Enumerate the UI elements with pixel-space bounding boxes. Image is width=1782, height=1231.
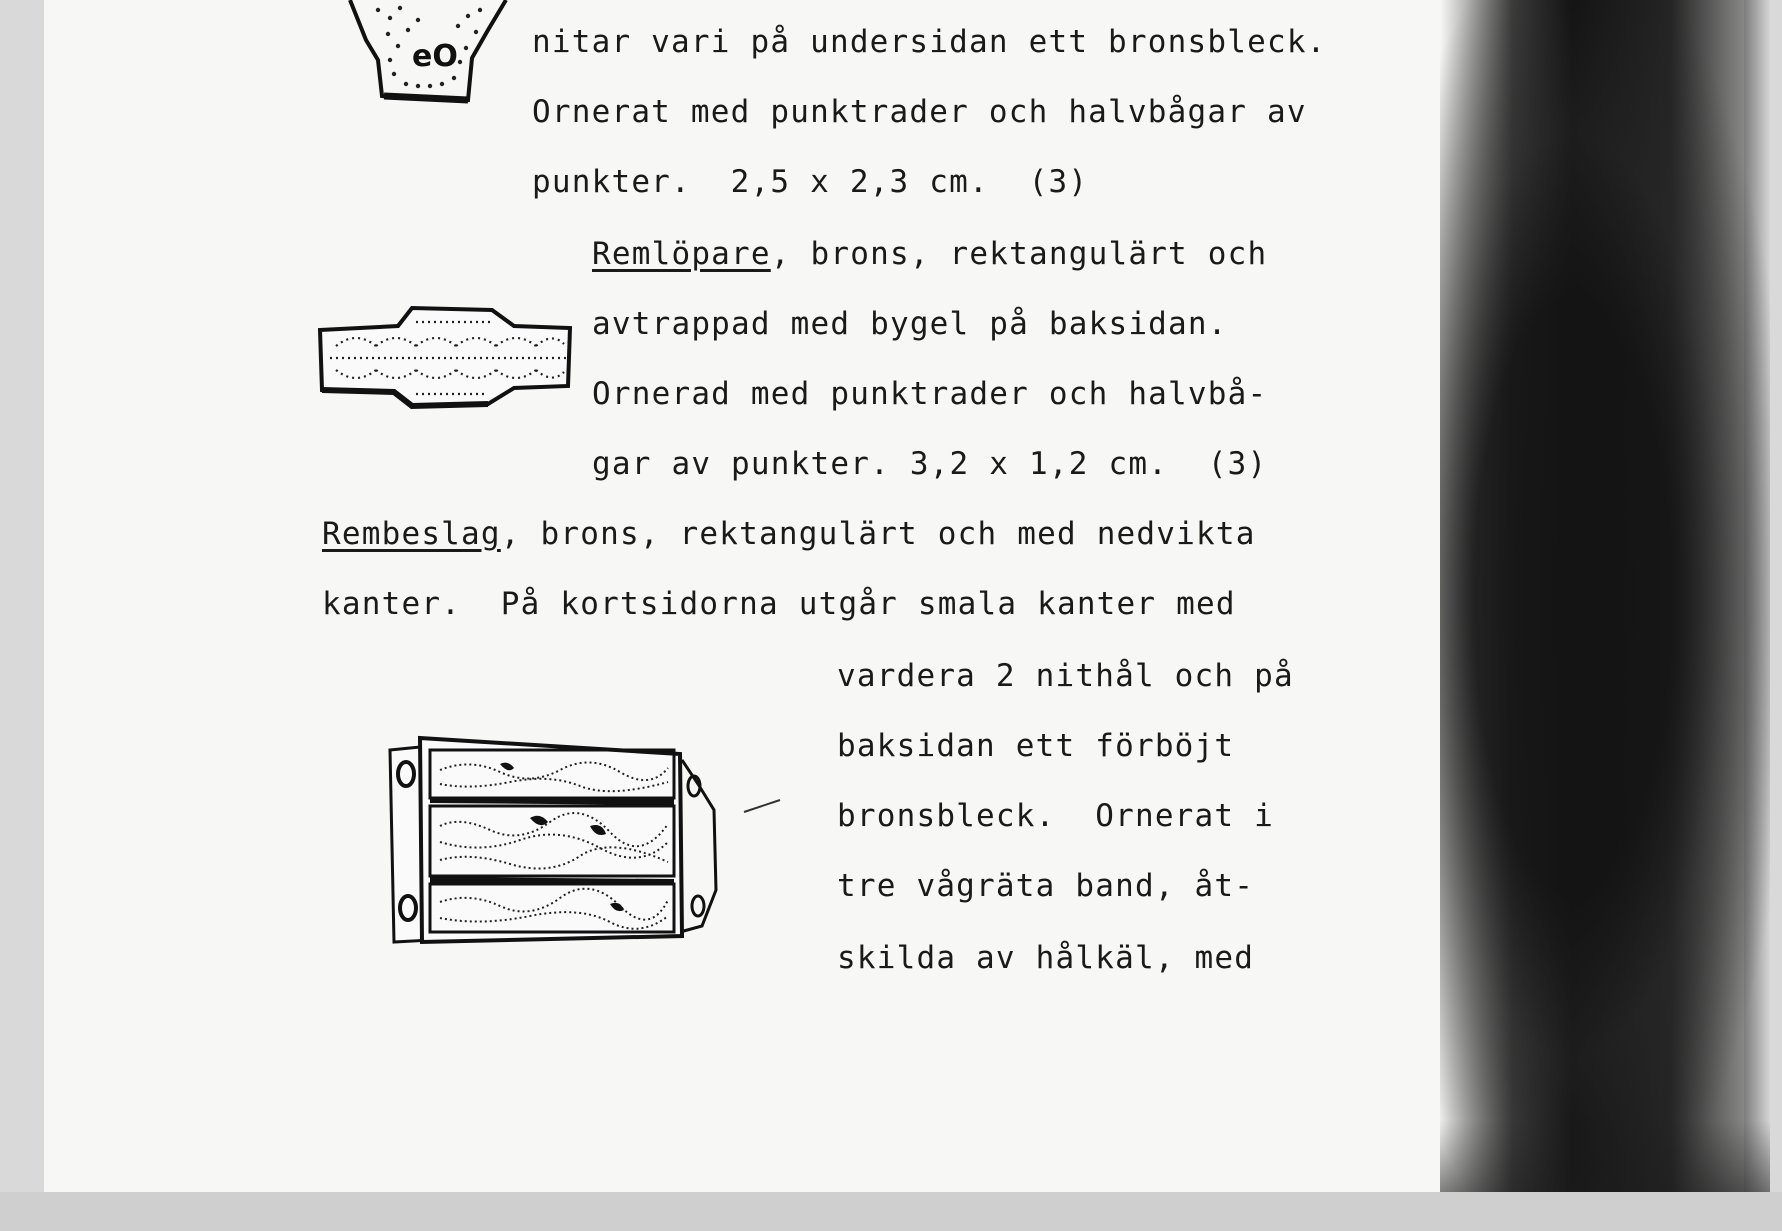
text-line-1: nitar vari på undersidan ett bronsbleck. <box>532 24 1327 60</box>
text-line-12: bronsbleck. Ornerat i <box>837 798 1274 834</box>
text-line-3: punkter. 2,5 x 2,3 cm. (3) <box>532 164 1089 200</box>
pendant-sketch <box>348 0 508 106</box>
text-line-6: Ornerad med punktrader och halvbå- <box>592 376 1268 412</box>
text-line-8-rest: , brons, rektangulärt och med nedvikta <box>500 516 1256 552</box>
scan-shadow <box>1440 0 1770 1192</box>
text-line-2: Ornerat med punktrader och halvbågar av <box>532 94 1307 130</box>
text-line-4-rest: , brons, rektangulärt och <box>770 236 1268 272</box>
scan-border <box>0 1192 1782 1231</box>
text-line-13: tre vågräta band, åt- <box>837 868 1255 904</box>
text-line-9: kanter. På kortsidorna utgår smala kanter med <box>322 586 1236 622</box>
text-line-10: vardera 2 nithål och på <box>837 658 1294 694</box>
text-line-5: avtrappad med bygel på baksidan. <box>592 306 1228 342</box>
text-line-7: gar av punkter. 3,2 x 1,2 cm. (3) <box>592 446 1268 482</box>
term-remlopare: Remlöpare <box>592 236 771 272</box>
rembeslag-sketch <box>380 730 720 950</box>
text-line-8 <box>322 516 1256 552</box>
term-rembeslag: Rembeslag <box>322 516 501 552</box>
pendant-mark: eO <box>412 39 458 74</box>
remlopare-sketch <box>316 300 574 412</box>
stray-mark <box>742 796 782 816</box>
text-line-11: baksidan ett förböjt <box>837 728 1235 764</box>
text-line-4 <box>592 236 1267 272</box>
scan-shadow-bottom <box>1440 1120 1770 1200</box>
text-line-14: skilda av hålkäl, med <box>837 940 1255 976</box>
